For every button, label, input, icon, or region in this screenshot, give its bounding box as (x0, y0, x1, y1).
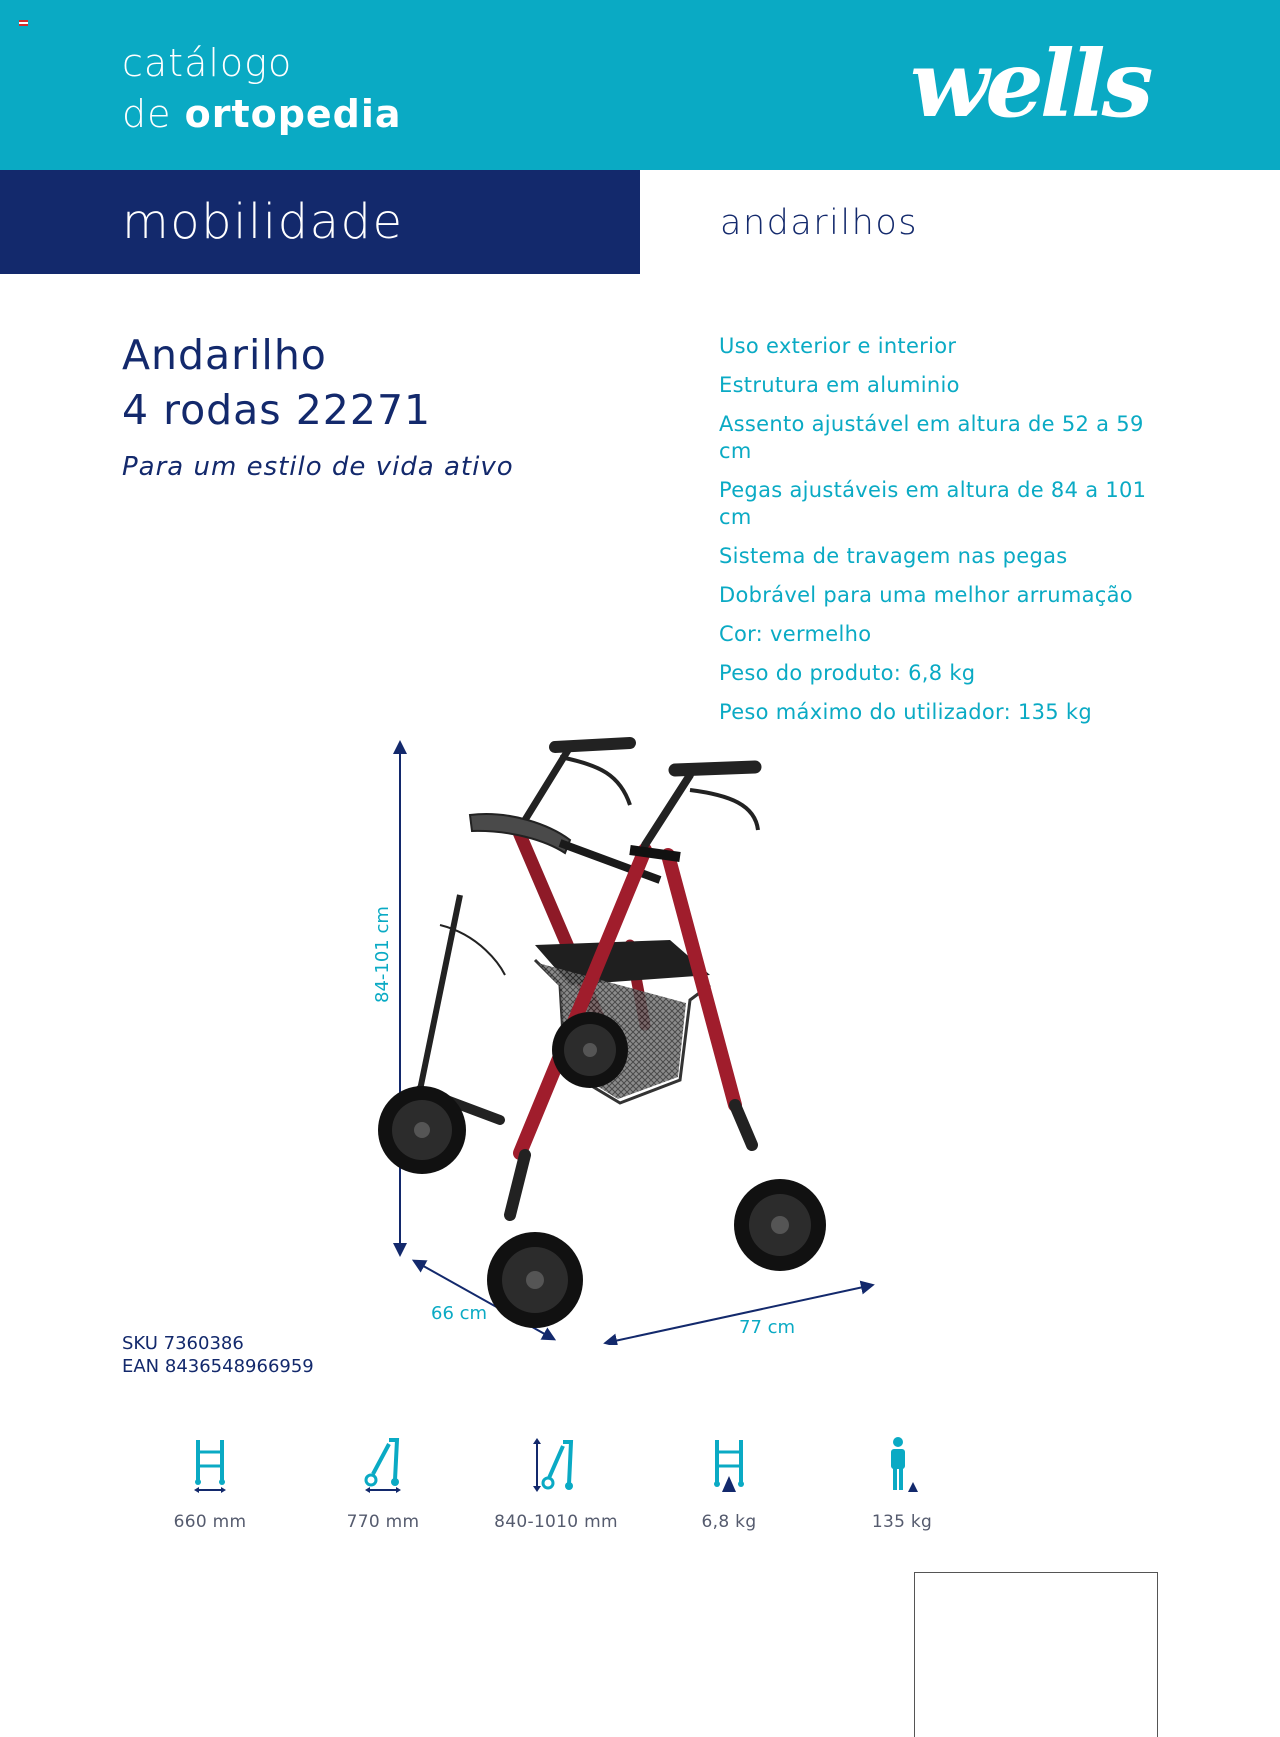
spec-height (486, 1436, 626, 1532)
walker-weight-icon (709, 1436, 749, 1494)
feature-item: Dobrável para uma melhor arrumação (719, 583, 1133, 607)
spec-weight (659, 1436, 799, 1532)
walker-frame-front (420, 767, 758, 1215)
product-title-line2: 4 rodas 22271 (122, 386, 432, 434)
brand-logo: wells (910, 30, 1150, 138)
height-dimension-label: 84-101 cm (372, 906, 393, 1003)
spec-max-user (832, 1436, 972, 1532)
walker-front-width-icon (190, 1436, 230, 1494)
wheel (552, 1012, 628, 1088)
flag-icon (19, 20, 28, 26)
spec-width (140, 1436, 280, 1532)
catalog-title-line2 (122, 92, 402, 136)
catalog-title-prefix: de (122, 92, 185, 136)
wheel (378, 1086, 466, 1174)
wheel (487, 1232, 583, 1328)
blank-frame (914, 1572, 1158, 1737)
feature-item: Estrutura em aluminio (719, 373, 960, 397)
spec-depth (313, 1436, 453, 1532)
catalog-title-line1: catálogo (122, 41, 293, 85)
wheel (734, 1179, 826, 1271)
section-title: mobilidade (122, 194, 404, 250)
depth-dimension-label: 77 cm (739, 1317, 796, 1338)
walker-side-depth-icon (361, 1436, 405, 1494)
feature-item: Pegas ajustáveis em altura de 84 a 101 cm (719, 478, 1147, 529)
sku-code: SKU 7360386 (122, 1333, 244, 1354)
catalog-title-bold: ortopedia (184, 92, 402, 136)
width-dimension-label: 66 cm (431, 1303, 488, 1324)
spec-width-label: 660 mm (173, 1512, 247, 1532)
feature-item: Peso do produto: 6,8 kg (719, 661, 976, 685)
spec-weight-label: 6,8 kg (701, 1512, 757, 1532)
walker-height-icon (531, 1436, 581, 1494)
spec-depth-label: 770 mm (346, 1512, 420, 1532)
feature-item: Assento ajustável em altura de 52 a 59 cm (719, 412, 1144, 463)
spec-icons-row (140, 1436, 970, 1536)
product-tagline: Para um estilo de vida ativo (122, 452, 514, 482)
product-title-line1: Andarilho (122, 331, 327, 379)
ean-code: EAN 8436548966959 (122, 1356, 314, 1377)
spec-height-label: 840-1010 mm (494, 1512, 618, 1532)
subsection-title: andarilhos (720, 203, 918, 243)
feature-item: Sistema de travagem nas pegas (719, 544, 1068, 568)
walker-illustration (360, 735, 920, 1345)
feature-item: Peso máximo do utilizador: 135 kg (719, 700, 1093, 724)
user-max-weight-icon (882, 1436, 922, 1494)
feature-list (719, 333, 1179, 738)
product-figure (360, 735, 920, 1345)
feature-item: Cor: vermelho (719, 622, 872, 646)
product-codes (122, 1332, 314, 1378)
spec-max-user-label: 135 kg (871, 1512, 933, 1532)
feature-item: Uso exterior e interior (719, 334, 957, 358)
